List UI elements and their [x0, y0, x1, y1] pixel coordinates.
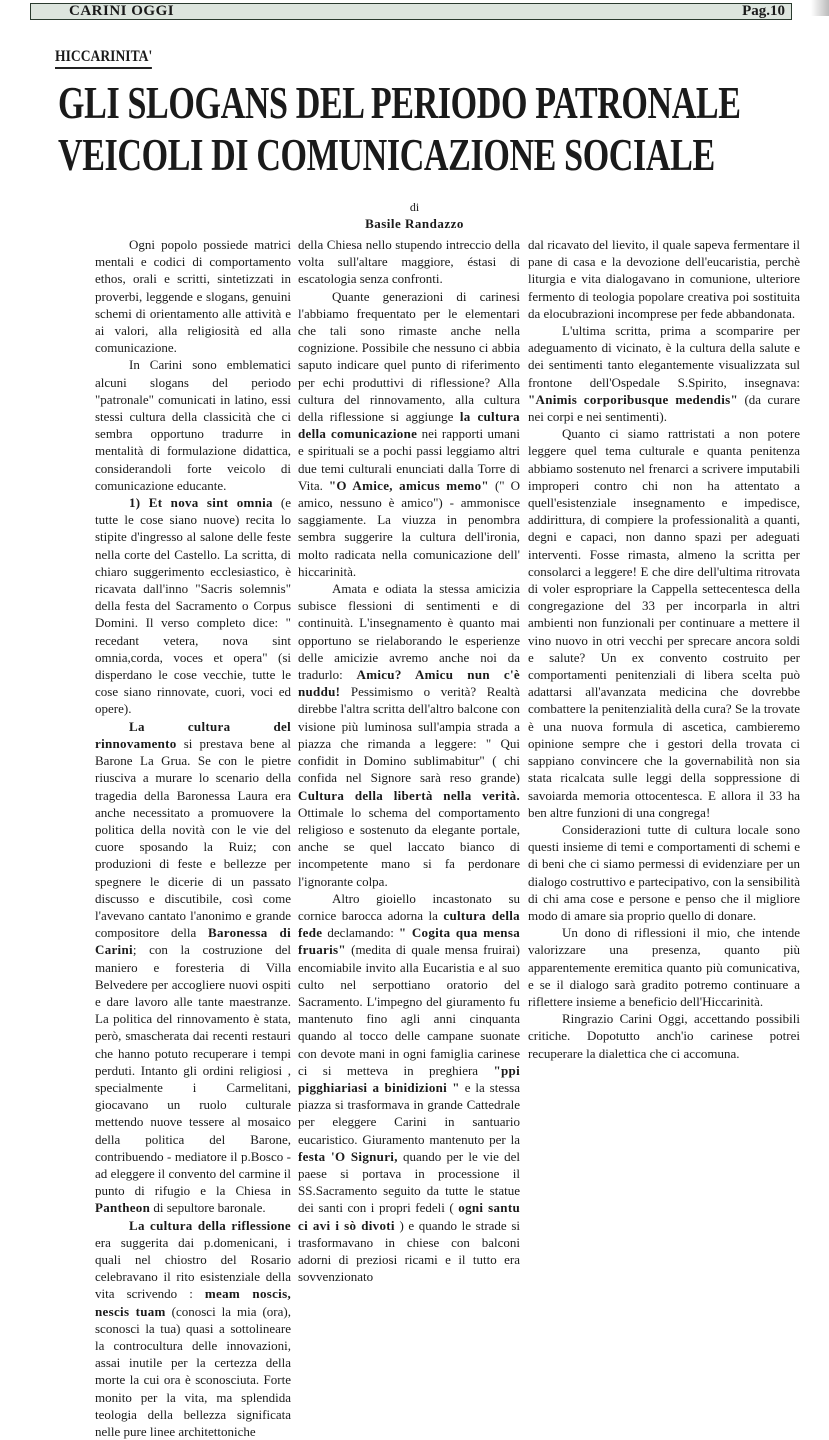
body-text: di sepultore baronale. — [150, 1200, 266, 1216]
article-paragraph — [95, 236, 291, 356]
section-kicker: HICCARINITA' — [55, 48, 152, 69]
headline-line-1: GLI SLOGANS DEL PERIODO PATRONALE — [58, 77, 741, 128]
emphasized-text: 1) Et nova sint omnia — [129, 495, 273, 511]
emphasized-text: Cultura della libertà nella verità. — [298, 787, 520, 803]
emphasized-text: La cultura del rinnovamento — [95, 718, 291, 751]
article-paragraph — [95, 356, 291, 494]
page-header-bar — [30, 3, 792, 20]
article-paragraph — [298, 288, 520, 580]
emphasized-text: La cultura della riflessione — [129, 1217, 291, 1233]
emphasized-text: "O Amice, amicus memo" — [328, 477, 489, 493]
body-text: della Chiesa nello stupendo intreccio della volta sull'altare maggiore, éstasi di escatologia senza confronti. — [298, 237, 520, 287]
article-paragraph — [95, 494, 291, 718]
emphasized-text: la cultura della comunicazione — [298, 409, 520, 442]
emphasized-text: meam noscis, nescis tuam — [95, 1286, 291, 1319]
article-column-2 — [298, 236, 520, 1285]
body-text: Un dono di riflessioni il mio, che intende valorizzare una presenza, quanto più apparentemente eremitica quanto più comunicativa, e se il dialogo sarà gradito potremo continuare a riflettere insieme a beneficio dell'Hiccarinità. — [528, 925, 800, 1009]
emphasized-text: "ppi pigghiariasi a binidizioni " — [298, 1062, 520, 1095]
article-paragraph — [95, 718, 291, 1217]
article-column-1 — [95, 236, 291, 1440]
body-text: Amata e odiata la stessa amicizia subisce flessioni di sentimenti e di continuità. L'insegnamento è quanto mai opportuno se rielaborando le esperienze delle amicizie avremo anche noi da tradurlo: — [298, 581, 520, 683]
page-number: Pag.10 — [742, 3, 785, 19]
article-paragraph — [528, 236, 800, 322]
emphasized-text: ogni santu ci avi i sò divoti — [298, 1200, 520, 1233]
body-text: dal ricavato del lievito, il quale sapeva fermentare il pane di casa e la devozione dell'eucaristia, perchè liturgia e vita dialogavano in comunione, ulteriore fermento di teologia popolare creativa poi sostituita da elocubrazioni incomprese per fede abbandonata. — [528, 237, 800, 321]
body-text: L'ultima scritta, prima a scomparire per adeguamento di vicinato, è la cultura della salute e dei sentimenti tanto elegantemente visualizzata sul frontone dell'Ospedale S.Spirito, insegnava: — [528, 323, 800, 390]
emphasized-text: festa 'O Signuri, — [298, 1148, 398, 1164]
body-text: In Carini sono emblematici alcuni slogans del periodo "patronale" comunicati in latino, essi stessi cultura della classicità che ci sembra opportuno tradurre in mentalità di formulazione didattica, considerandoli forte veicolo di comunicazione educante. — [95, 357, 291, 493]
body-text: ) e quando le strade si trasformavano in chiese con balconi adorni di preziosi ricami e il tutto era sovvenzionato — [298, 1217, 520, 1285]
body-text: e la stessa piazza si trasformava in grande Cattedrale per eleggere Carini in santuario eucaristico. Giuramento mantenuto per la — [298, 1079, 520, 1147]
emphasized-text: "Animis corporibusque medendis" — [528, 391, 739, 407]
article-paragraph — [528, 322, 800, 425]
body-text: Considerazioni tutte di cultura locale sono questi insieme di temi e comportamenti di schemi e di beni che ci siamo permessi di evidenziare per un dialogo costruttivo e partecipativo, con la sensibilità di chi ama cose e persone e penso che il migliore modo di amare sia proprio quello di donare. — [528, 821, 800, 923]
body-text: quando per le vie del paese si portava in processione il SS.Sacramento seguito da tutte le statue dei santi con i propri fedeli ( — [298, 1148, 521, 1216]
body-text: Altro gioiello incastonato su cornice barocca adorna la — [298, 890, 520, 923]
emphasized-text: Amicu? Amicu nun c'è nuddu! — [298, 667, 520, 700]
article-paragraph — [528, 425, 800, 821]
article-paragraph — [298, 236, 520, 288]
body-text: si prestava bene al Barone La Grua. Se con le pietre riusciva a murare lo scenario della tragedia della Baronessa Laura era anche necessitato a promuovere la politica della novità con le vie del cuore sposando la Ruiz; con produzioni di feste e bellezze per spegnere le dicerie di un passato discusso e discutibile, così come l'avevano cantato l'anonimo e grande compositore della — [95, 735, 291, 941]
body-text: declamando: — [322, 925, 399, 941]
article-paragraph — [528, 1010, 800, 1062]
body-text: (" O amico, nessuno è amico") - ammonisce saggiamente. La viuzza in penombra sembra suggerire la cultura dell'ironia, molto radicata nella comunicazione dell' hiccarinità. — [298, 477, 520, 579]
emphasized-text: Baronessa di Carini — [95, 925, 291, 958]
body-text: (conosci la mia (ora), sconosci la tua) quasi a sottolineare la controcultura delle innovazioni, assai inutile per la certezza della morte la cui ora è sconosciuta. Forte monito per la vita, ma splendida teologia della bellezza significata nelle pure linee architettoniche — [95, 1303, 291, 1440]
body-text: Quante generazioni di carinesi l'abbiamo frequentato per le elementari che tali sono rimaste anche nella cognizione. Possibile che nessuno ci abbia saputo indicare quel punto di riferimento per echi produttivi di riflessione? Alla cultura del rinnovamento, alla cultura della riflessione si aggiunge — [298, 288, 520, 425]
body-text: Ottimale lo schema del comportamento religioso e sostenuto da elegante portale, anche se quel laccato bianco di incompetente mano si fa perdonare l'ignorante colpa. — [298, 804, 520, 889]
headline-line-2: VEICOLI DI COMUNICAZIONE SOCIALE — [58, 129, 715, 180]
body-text: Ringrazio Carini Oggi, accettando possibili critiche. Dopotutto anch'io carinese potrei recuperare la dialettica che ci accomuna. — [528, 1011, 800, 1061]
body-text: (medita di quale mensa fruirai) encomiabile invito alla Eucaristia e al suo culto nel serpottiano oratorio del Sacramento. L'impegno del giuramento fu mantenuto fino agli anni cinquanta quando al tocco delle campane suonate con devote mani in ogni famiglia carinese ci si metteva in preghiera — [298, 942, 520, 1078]
body-text: (e tutte le cose siano nuove) recita lo stipite d'ingresso al salone delle feste nella corte del Castello. La scritta, di chiaro suggerimento ecclesiastico, è ricavata dall'inno "Sacris solemnis" della festa del Sacramento o Corpus Domini. Il verso completo dice: " recedant vetera, nova sint omnia,corda, voces et opera" (si disperdano le cose vecchie, tutte le cose siano rinnovate, cuori, voci ed opere). — [95, 495, 291, 717]
article-paragraph — [528, 924, 800, 1010]
emphasized-text: cultura della fede — [298, 907, 520, 941]
article-paragraph — [528, 821, 800, 924]
byline-prefix: di — [409, 200, 420, 214]
body-text: Ogni popolo possiede matrici mentali e codici di comportamento ethos, orali e scritti, sintetizzati in proverbi, leggende e slogans, genuini schemi di orientamento alle attività e ai valori, alla religiosità ed alla comunicazione. — [95, 237, 291, 356]
body-text: nei rapporti umani e spirituali se a pochi passi leggiamo altri due temi culturali enunciati dalla Torre di Vita. — [298, 426, 521, 493]
emphasized-text: Pantheon — [95, 1200, 151, 1216]
article-paragraph — [298, 580, 520, 890]
body-text: (da curare nei corpi e nei sentimenti). — [528, 391, 800, 425]
body-text: Quanto ci siamo rattristati a non potere leggere quel tema culturale e quanta penitenza abbiamo sostenuto nel frenarci a scrivere imputabili improperi contro chi non ha attentato a quell'esistenziale insegnamento e impedisce, addirittura, di compiere la professionalità a quanti, degni e capaci, non danno spazi per adeguati interventi. Fosse rimasta, almeno la scritta per consolarci a leggere! E che dire dell'ultima ritrovata di voler espropriare la Cappella settecentesca della congregazione del 33 per incorparla in altri ambienti non funzionali per continuare a mettere il vino nuovo in otri vecchi per sprecare ancora soldi e salute? Un ex convento costruito per comportamenti penitenziali di libera scelta può adattarsi all'avanzata medicina che dovrebbe combattere la penitenzialità della cura? Se la trovate è una nuova formula di ascetica, cambieremo opinione sempre che i gestori della trovata ci sappiano convincere che la governabilità non sia stata ricalcata sulle leggi della soppressione di savoiarda memoria ottocentesca. E allora il 33 ha ben altre funzioni di una congrega! — [528, 426, 800, 820]
article-column-3 — [528, 236, 800, 1062]
article-paragraph — [95, 1217, 291, 1440]
article-paragraph — [298, 890, 520, 1286]
publication-name: CARINI OGGI — [69, 3, 175, 19]
body-text: era suggerita dai p.domenicani, i quali nel chiostro del Rosario celebravano il rito esistenziale della vita scrivendo : — [95, 1234, 291, 1302]
emphasized-text: " Cogita qua mensa fruaris" — [298, 925, 520, 958]
body-text: Pessimismo o verità? Realtà direbbe l'altra scritta dell'altro balcone con visione più luminosa sull'ampia strada a piazza che rimanda a leggere: " Qui confidit in Domino sublimabitur" ( chi confida nel Signore sarà reso grande) — [298, 684, 520, 786]
byline-author: Basile Randazzo — [365, 216, 464, 231]
scan-edge — [811, 0, 829, 16]
body-text: ; con la costruzione del maniero e foresteria di Villa Belvedere per accogliere nuovi ospiti e dare lavoro alle tante maestranze. La politica del rinnovamento è stata, però, smascherata dai recenti restauri che hanno potuto recuperare i tempi perduti. Intanto gli ordini religiosi , specialmente i Carmelitani, giocavano un ruolo culturale mettendo nuove tessere al mosaico della politica del Barone, contribuendo - mediatore il p.Bosco - ad eleggere il convento del carmine il punto di rifugio e la Chiesa in — [95, 942, 291, 1199]
